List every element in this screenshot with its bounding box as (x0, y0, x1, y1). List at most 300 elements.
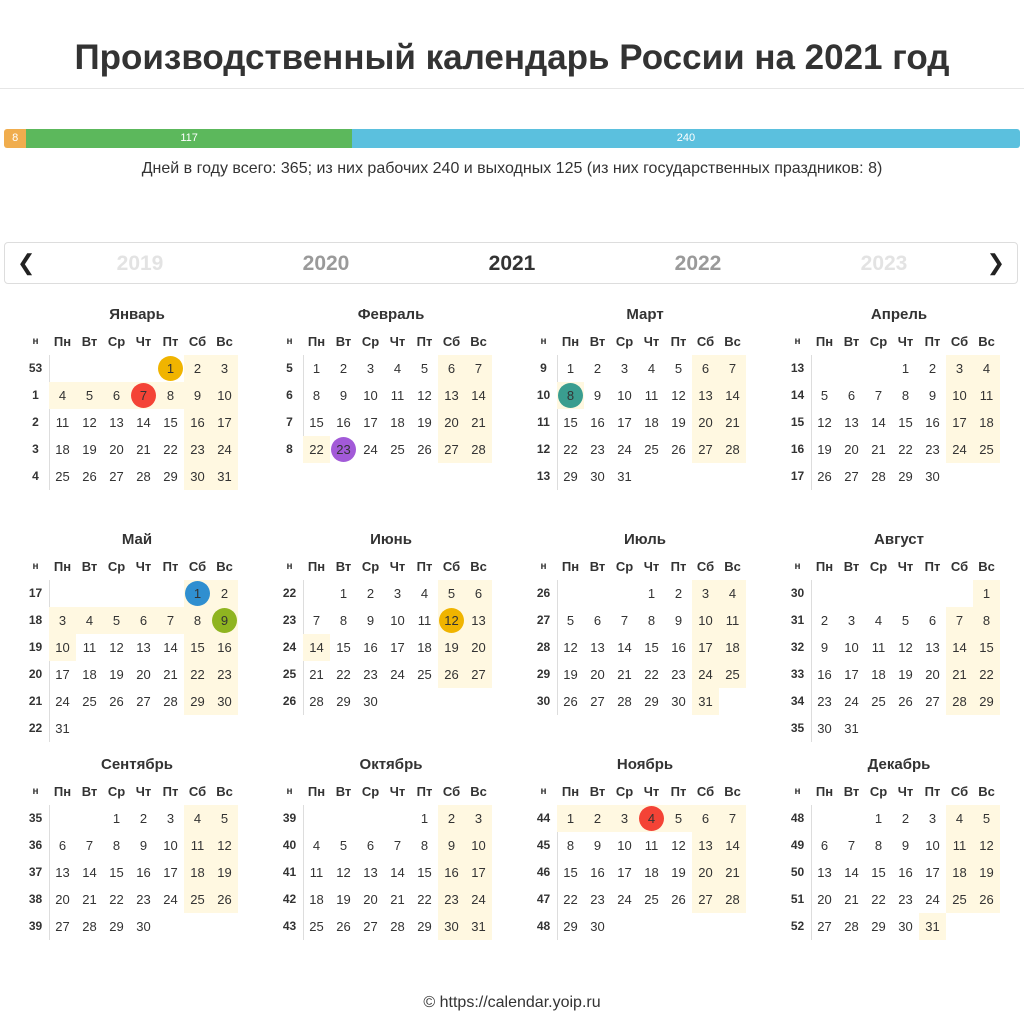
day-off-cell[interactable]: 11 (719, 607, 746, 634)
day-off-cell[interactable]: 8 (184, 607, 211, 634)
day-off-cell[interactable]: 6 (465, 580, 492, 607)
workday-cell[interactable]: 30 (817, 721, 832, 736)
workday-cell[interactable]: 21 (844, 892, 859, 907)
workday-cell[interactable]: 27 (590, 694, 605, 709)
workday-cell[interactable]: 16 (671, 640, 686, 655)
workday-cell[interactable]: 4 (393, 361, 402, 376)
workday-cell[interactable]: 1 (874, 811, 883, 826)
day-off-cell[interactable]: 3 (692, 580, 719, 607)
day-off-cell[interactable]: 4 (946, 805, 973, 832)
workday-cell[interactable]: 20 (590, 667, 605, 682)
workday-cell[interactable]: 25 (55, 469, 70, 484)
workday-cell[interactable]: 25 (871, 694, 886, 709)
workday-cell[interactable]: 5 (674, 361, 683, 376)
holiday-day-cell[interactable]: 1 (184, 580, 211, 607)
workday-cell[interactable]: 19 (82, 442, 97, 457)
day-off-cell[interactable]: 25 (719, 661, 746, 688)
workday-cell[interactable]: 1 (420, 811, 429, 826)
day-off-cell[interactable]: 20 (692, 409, 719, 436)
day-off-cell[interactable]: 28 (719, 886, 746, 913)
workday-cell[interactable]: 29 (898, 469, 913, 484)
day-off-cell[interactable]: 16 (184, 409, 211, 436)
workday-cell[interactable]: 14 (163, 640, 178, 655)
workday-cell[interactable]: 23 (590, 442, 605, 457)
workday-cell[interactable]: 6 (58, 838, 67, 853)
day-off-cell[interactable]: 9 (184, 382, 211, 409)
day-off-cell[interactable]: 4 (49, 382, 76, 409)
workday-cell[interactable]: 15 (644, 640, 659, 655)
workday-cell[interactable]: 17 (617, 865, 632, 880)
workday-cell[interactable]: 17 (925, 865, 940, 880)
day-off-cell[interactable]: 13 (438, 382, 465, 409)
year-link[interactable]: 2019 (116, 252, 164, 275)
workday-cell[interactable]: 16 (136, 865, 151, 880)
workday-cell[interactable]: 7 (620, 613, 629, 628)
workday-cell[interactable]: 5 (420, 361, 429, 376)
workday-cell[interactable]: 22 (644, 667, 659, 682)
holiday-day-cell[interactable]: 9 (211, 607, 238, 634)
workday-cell[interactable]: 19 (563, 667, 578, 682)
day-off-cell[interactable]: 3 (465, 805, 492, 832)
day-off-cell[interactable]: 7 (719, 355, 746, 382)
workday-cell[interactable]: 29 (563, 469, 578, 484)
workday-cell[interactable]: 6 (847, 388, 856, 403)
day-off-cell[interactable]: 30 (184, 463, 211, 490)
workday-cell[interactable]: 26 (898, 694, 913, 709)
workday-cell[interactable]: 16 (817, 667, 832, 682)
day-off-cell[interactable]: 27 (438, 436, 465, 463)
workday-cell[interactable]: 12 (336, 865, 351, 880)
year-link[interactable]: 2023 (860, 252, 908, 275)
workday-cell[interactable]: 23 (363, 667, 378, 682)
workday-cell[interactable]: 22 (563, 892, 578, 907)
workday-cell[interactable]: 22 (163, 442, 178, 457)
workday-cell[interactable]: 1 (312, 361, 321, 376)
workday-cell[interactable]: 26 (82, 469, 97, 484)
day-off-cell[interactable]: 23 (438, 886, 465, 913)
workday-cell[interactable]: 2 (928, 361, 937, 376)
workday-cell[interactable]: 20 (109, 442, 124, 457)
day-off-cell[interactable]: 6 (103, 382, 130, 409)
workday-cell[interactable]: 1 (339, 586, 348, 601)
day-off-cell[interactable]: 30 (438, 913, 465, 940)
workday-cell[interactable]: 29 (336, 694, 351, 709)
workday-cell[interactable]: 29 (644, 694, 659, 709)
workday-cell[interactable]: 21 (309, 667, 324, 682)
day-off-cell[interactable]: 17 (692, 634, 719, 661)
workday-cell[interactable]: 25 (390, 442, 405, 457)
workday-cell[interactable]: 18 (55, 442, 70, 457)
workday-cell[interactable]: 21 (871, 442, 886, 457)
day-off-cell[interactable]: 13 (692, 832, 719, 859)
workday-cell[interactable]: 17 (363, 415, 378, 430)
workday-cell[interactable]: 8 (112, 838, 121, 853)
workday-cell[interactable]: 18 (417, 640, 432, 655)
day-off-cell[interactable]: 1 (557, 805, 584, 832)
workday-cell[interactable]: 26 (671, 892, 686, 907)
workday-cell[interactable]: 1 (901, 361, 910, 376)
day-off-cell[interactable]: 24 (692, 661, 719, 688)
workday-cell[interactable]: 28 (136, 469, 151, 484)
workday-cell[interactable]: 10 (390, 613, 405, 628)
day-off-cell[interactable]: 11 (184, 832, 211, 859)
day-off-cell[interactable]: 21 (465, 409, 492, 436)
day-off-cell[interactable]: 20 (438, 409, 465, 436)
workday-cell[interactable]: 14 (871, 415, 886, 430)
day-off-cell[interactable]: 10 (692, 607, 719, 634)
workday-cell[interactable]: 12 (417, 388, 432, 403)
workday-cell[interactable]: 28 (390, 919, 405, 934)
workday-cell[interactable]: 25 (309, 919, 324, 934)
workday-cell[interactable]: 7 (847, 838, 856, 853)
day-off-cell[interactable]: 25 (946, 886, 973, 913)
holiday-day-cell[interactable]: 1 (157, 355, 184, 382)
arrow-left-icon[interactable]: ❮ (17, 250, 36, 275)
workday-cell[interactable]: 2 (674, 586, 683, 601)
day-off-cell[interactable]: 18 (973, 409, 1000, 436)
day-off-cell[interactable]: 6 (692, 805, 719, 832)
workday-cell[interactable]: 28 (617, 694, 632, 709)
workday-cell[interactable]: 18 (871, 667, 886, 682)
workday-cell[interactable]: 16 (363, 640, 378, 655)
workday-cell[interactable]: 5 (566, 613, 575, 628)
day-off-cell[interactable]: 6 (692, 355, 719, 382)
workday-cell[interactable]: 12 (671, 838, 686, 853)
workday-cell[interactable]: 3 (928, 811, 937, 826)
workday-cell[interactable]: 16 (590, 865, 605, 880)
workday-cell[interactable]: 9 (593, 388, 602, 403)
day-off-cell[interactable]: 4 (973, 355, 1000, 382)
workday-cell[interactable]: 22 (563, 442, 578, 457)
day-off-cell[interactable]: 19 (211, 859, 238, 886)
day-off-cell[interactable]: 22 (303, 436, 330, 463)
workday-cell[interactable]: 14 (844, 865, 859, 880)
day-off-cell[interactable]: 7 (157, 607, 184, 634)
day-off-cell[interactable]: 17 (211, 409, 238, 436)
day-off-cell[interactable]: 3 (946, 355, 973, 382)
workday-cell[interactable]: 13 (844, 415, 859, 430)
workday-cell[interactable]: 4 (874, 613, 883, 628)
workday-cell[interactable]: 24 (617, 442, 632, 457)
workday-cell[interactable]: 15 (898, 415, 913, 430)
workday-cell[interactable]: 15 (109, 865, 124, 880)
day-off-cell[interactable]: 12 (973, 832, 1000, 859)
day-off-cell[interactable]: 22 (184, 661, 211, 688)
workday-cell[interactable]: 2 (820, 613, 829, 628)
workday-cell[interactable]: 24 (55, 694, 70, 709)
day-off-cell[interactable]: 3 (49, 607, 76, 634)
workday-cell[interactable]: 21 (617, 667, 632, 682)
day-off-cell[interactable]: 6 (438, 355, 465, 382)
workday-cell[interactable]: 16 (898, 865, 913, 880)
day-off-cell[interactable]: 14 (465, 382, 492, 409)
workday-cell[interactable]: 30 (590, 469, 605, 484)
workday-cell[interactable]: 9 (901, 838, 910, 853)
day-off-cell[interactable]: 20 (692, 859, 719, 886)
workday-cell[interactable]: 28 (844, 919, 859, 934)
workday-cell[interactable]: 30 (671, 694, 686, 709)
workday-cell[interactable]: 16 (925, 415, 940, 430)
workday-cell[interactable]: 21 (136, 442, 151, 457)
day-off-cell[interactable]: 5 (973, 805, 1000, 832)
workday-cell[interactable]: 19 (336, 892, 351, 907)
workday-cell[interactable]: 29 (871, 919, 886, 934)
day-off-cell[interactable]: 9 (438, 832, 465, 859)
workday-cell[interactable]: 17 (617, 415, 632, 430)
day-off-cell[interactable]: 24 (946, 436, 973, 463)
workday-cell[interactable]: 21 (82, 892, 97, 907)
workday-cell[interactable]: 19 (671, 415, 686, 430)
workday-cell[interactable]: 19 (671, 865, 686, 880)
day-off-cell[interactable]: 14 (719, 382, 746, 409)
workday-cell[interactable]: 13 (363, 865, 378, 880)
workday-cell[interactable]: 8 (647, 613, 656, 628)
workday-cell[interactable]: 25 (82, 694, 97, 709)
day-off-cell[interactable]: 4 (719, 580, 746, 607)
day-off-cell[interactable]: 14 (719, 832, 746, 859)
workday-cell[interactable]: 7 (312, 613, 321, 628)
workday-cell[interactable]: 2 (366, 586, 375, 601)
day-off-cell[interactable]: 31 (211, 463, 238, 490)
workday-cell[interactable]: 29 (163, 469, 178, 484)
day-off-cell[interactable]: 26 (211, 886, 238, 913)
workday-cell[interactable]: 24 (163, 892, 178, 907)
workday-cell[interactable]: 12 (563, 640, 578, 655)
workday-cell[interactable]: 20 (925, 667, 940, 682)
workday-cell[interactable]: 1 (566, 361, 575, 376)
workday-cell[interactable]: 7 (874, 388, 883, 403)
day-off-cell[interactable]: 2 (184, 355, 211, 382)
workday-cell[interactable]: 8 (901, 388, 910, 403)
workday-cell[interactable]: 28 (82, 919, 97, 934)
day-off-cell[interactable]: 27 (692, 436, 719, 463)
workday-cell[interactable]: 18 (82, 667, 97, 682)
workday-cell[interactable]: 27 (925, 694, 940, 709)
site-credit[interactable]: © https://calendar.yoip.ru (423, 994, 601, 1011)
day-off-cell[interactable]: 29 (973, 688, 1000, 715)
day-off-cell[interactable]: 19 (438, 634, 465, 661)
day-off-cell[interactable]: 6 (130, 607, 157, 634)
workday-cell[interactable]: 3 (366, 361, 375, 376)
workday-cell[interactable]: 23 (898, 892, 913, 907)
workday-cell[interactable]: 10 (163, 838, 178, 853)
day-off-cell[interactable]: 7 (946, 607, 973, 634)
day-off-cell[interactable]: 5 (103, 607, 130, 634)
day-off-cell[interactable]: 28 (946, 688, 973, 715)
arrow-right-icon[interactable]: ❯ (986, 250, 1005, 275)
workday-cell[interactable]: 9 (339, 388, 348, 403)
workday-cell[interactable]: 11 (644, 388, 659, 403)
workday-cell[interactable]: 23 (136, 892, 151, 907)
workday-cell[interactable]: 28 (309, 694, 324, 709)
workday-cell[interactable]: 12 (82, 415, 97, 430)
day-off-cell[interactable]: 24 (465, 886, 492, 913)
workday-cell[interactable]: 7 (85, 838, 94, 853)
day-off-cell[interactable]: 23 (184, 436, 211, 463)
day-off-cell[interactable]: 30 (211, 688, 238, 715)
workday-cell[interactable]: 19 (898, 667, 913, 682)
day-off-cell[interactable]: 10 (946, 382, 973, 409)
day-off-cell[interactable]: 5 (665, 805, 692, 832)
workday-cell[interactable]: 20 (55, 892, 70, 907)
workday-cell[interactable]: 20 (363, 892, 378, 907)
workday-cell[interactable]: 8 (566, 838, 575, 853)
year-link[interactable]: 2022 (674, 252, 722, 275)
workday-cell[interactable]: 4 (420, 586, 429, 601)
workday-cell[interactable]: 20 (817, 892, 832, 907)
workday-cell[interactable]: 9 (593, 838, 602, 853)
year-link[interactable]: 2021 (488, 252, 536, 275)
day-off-cell[interactable]: 5 (438, 580, 465, 607)
workday-cell[interactable]: 10 (925, 838, 940, 853)
day-off-cell[interactable]: 4 (76, 607, 103, 634)
workday-cell[interactable]: 30 (363, 694, 378, 709)
year-link[interactable]: 2020 (302, 252, 350, 275)
day-off-cell[interactable]: 27 (692, 886, 719, 913)
workday-cell[interactable]: 28 (871, 469, 886, 484)
workday-cell[interactable]: 14 (136, 415, 151, 430)
workday-cell[interactable]: 26 (671, 442, 686, 457)
workday-cell[interactable]: 24 (363, 442, 378, 457)
workday-cell[interactable]: 12 (817, 415, 832, 430)
day-off-cell[interactable]: 21 (719, 409, 746, 436)
workday-cell[interactable]: 4 (647, 361, 656, 376)
day-off-cell[interactable]: 19 (973, 859, 1000, 886)
day-off-cell[interactable]: 7 (465, 355, 492, 382)
workday-cell[interactable]: 15 (563, 415, 578, 430)
day-off-cell[interactable]: 18 (946, 859, 973, 886)
workday-cell[interactable]: 19 (417, 415, 432, 430)
workday-cell[interactable]: 15 (417, 865, 432, 880)
day-off-cell[interactable]: 12 (211, 832, 238, 859)
workday-cell[interactable]: 2 (139, 811, 148, 826)
workday-cell[interactable]: 13 (925, 640, 940, 655)
workday-cell[interactable]: 12 (109, 640, 124, 655)
workday-cell[interactable]: 29 (563, 919, 578, 934)
workday-cell[interactable]: 13 (55, 865, 70, 880)
workday-cell[interactable]: 11 (55, 415, 70, 430)
workday-cell[interactable]: 11 (871, 640, 886, 655)
day-off-cell[interactable]: 2 (211, 580, 238, 607)
day-off-cell[interactable]: 26 (438, 661, 465, 688)
workday-cell[interactable]: 8 (874, 838, 883, 853)
workday-cell[interactable]: 2 (339, 361, 348, 376)
day-off-cell[interactable]: 21 (719, 859, 746, 886)
workday-cell[interactable]: 8 (420, 838, 429, 853)
workday-cell[interactable]: 3 (393, 586, 402, 601)
day-off-cell[interactable]: 31 (919, 913, 946, 940)
workday-cell[interactable]: 20 (136, 667, 151, 682)
workday-cell[interactable]: 30 (136, 919, 151, 934)
workday-cell[interactable]: 11 (82, 640, 97, 655)
workday-cell[interactable]: 26 (817, 469, 832, 484)
workday-cell[interactable]: 25 (644, 892, 659, 907)
workday-cell[interactable]: 31 (844, 721, 859, 736)
workday-cell[interactable]: 10 (617, 838, 632, 853)
workday-cell[interactable]: 15 (336, 640, 351, 655)
day-off-cell[interactable]: 3 (611, 805, 638, 832)
day-off-cell[interactable]: 26 (973, 886, 1000, 913)
workday-cell[interactable]: 6 (820, 838, 829, 853)
workday-cell[interactable]: 11 (644, 838, 659, 853)
workday-cell[interactable]: 26 (417, 442, 432, 457)
workday-cell[interactable]: 30 (590, 919, 605, 934)
workday-cell[interactable]: 27 (844, 469, 859, 484)
workday-cell[interactable]: 25 (417, 667, 432, 682)
workday-cell[interactable]: 10 (844, 640, 859, 655)
workday-cell[interactable]: 24 (844, 694, 859, 709)
workday-cell[interactable]: 22 (336, 667, 351, 682)
day-off-cell[interactable]: 10 (465, 832, 492, 859)
day-off-cell[interactable]: 11 (973, 382, 1000, 409)
workday-cell[interactable]: 27 (817, 919, 832, 934)
workday-cell[interactable]: 10 (617, 388, 632, 403)
workday-cell[interactable]: 30 (925, 469, 940, 484)
day-off-cell[interactable]: 5 (211, 805, 238, 832)
day-off-cell[interactable]: 17 (946, 409, 973, 436)
day-off-cell[interactable]: 23 (211, 661, 238, 688)
workday-cell[interactable]: 11 (309, 865, 324, 880)
workday-cell[interactable]: 21 (163, 667, 178, 682)
workday-cell[interactable]: 2 (901, 811, 910, 826)
workday-cell[interactable]: 15 (309, 415, 324, 430)
workday-cell[interactable]: 2 (593, 361, 602, 376)
workday-cell[interactable]: 27 (109, 469, 124, 484)
workday-cell[interactable]: 31 (617, 469, 632, 484)
day-off-cell[interactable]: 8 (973, 607, 1000, 634)
workday-cell[interactable]: 17 (844, 667, 859, 682)
holiday-day-cell[interactable]: 23 (330, 436, 357, 463)
workday-cell[interactable]: 13 (109, 415, 124, 430)
workday-cell[interactable]: 1 (647, 586, 656, 601)
workday-cell[interactable]: 27 (55, 919, 70, 934)
day-off-cell[interactable]: 14 (303, 634, 330, 661)
workday-cell[interactable]: 17 (163, 865, 178, 880)
workday-cell[interactable]: 15 (871, 865, 886, 880)
workday-cell[interactable]: 19 (817, 442, 832, 457)
workday-cell[interactable]: 10 (363, 388, 378, 403)
workday-cell[interactable]: 9 (928, 388, 937, 403)
day-off-cell[interactable]: 8 (157, 382, 184, 409)
workday-cell[interactable]: 25 (644, 442, 659, 457)
workday-cell[interactable]: 11 (417, 613, 432, 628)
day-off-cell[interactable]: 1 (973, 580, 1000, 607)
day-off-cell[interactable]: 14 (946, 634, 973, 661)
workday-cell[interactable]: 12 (671, 388, 686, 403)
day-off-cell[interactable]: 27 (465, 661, 492, 688)
workday-cell[interactable]: 11 (390, 388, 405, 403)
day-off-cell[interactable]: 31 (465, 913, 492, 940)
day-off-cell[interactable]: 3 (211, 355, 238, 382)
workday-cell[interactable]: 24 (925, 892, 940, 907)
day-off-cell[interactable]: 18 (184, 859, 211, 886)
workday-cell[interactable]: 13 (817, 865, 832, 880)
day-off-cell[interactable]: 4 (184, 805, 211, 832)
workday-cell[interactable]: 4 (312, 838, 321, 853)
day-off-cell[interactable]: 11 (946, 832, 973, 859)
workday-cell[interactable]: 26 (336, 919, 351, 934)
day-off-cell[interactable]: 18 (719, 634, 746, 661)
workday-cell[interactable]: 13 (590, 640, 605, 655)
workday-cell[interactable]: 26 (109, 694, 124, 709)
day-off-cell[interactable]: 10 (49, 634, 76, 661)
workday-cell[interactable]: 6 (928, 613, 937, 628)
workday-cell[interactable]: 14 (617, 640, 632, 655)
day-off-cell[interactable]: 13 (465, 607, 492, 634)
workday-cell[interactable]: 29 (417, 919, 432, 934)
day-off-cell[interactable]: 15 (973, 634, 1000, 661)
day-off-cell[interactable]: 31 (692, 688, 719, 715)
